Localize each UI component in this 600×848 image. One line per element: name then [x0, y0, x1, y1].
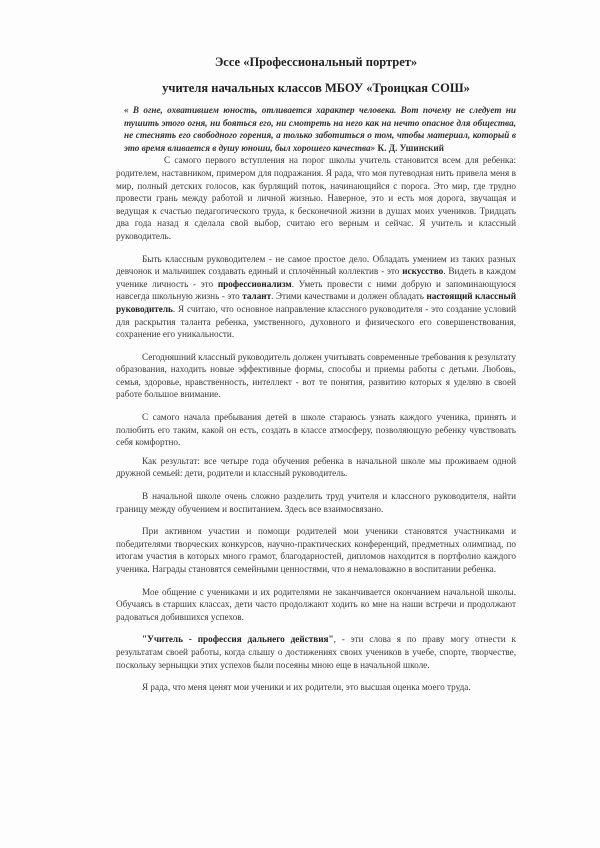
paragraph-intro: С самого первого вступления на порог школы учитель становится всем для ребенка: родителем, наставником, примером для подражания. Я рада, что моя путеводная нить привела меня в мир, полный детских голосов, как бурлящий поток, начинающийся с порога. Это мир, где трудно провести грань между работой и личной жизнью. Наверное, это и есть моя дорога, звучащая и ведущая к счастью педагогического труда, к бесконечной жизни в душах моих учеников. Тридцать два года назад я сделала свой выбор, считаю его верным и сейчас. Я учитель и классный руководитель. — [116, 155, 516, 241]
essay-title: Эссе «Профессиональный портрет» — [214, 55, 418, 69]
quote-profession: "Учитель - профессия дальнего действия" — [142, 634, 334, 645]
paragraph-know-each-student: С самого начала пребывания детей в школе стараюсь узнать каждого ученика, принять и полюбить его таким, какой он есть, создать в классе атмосферу, позволяющую ребенку чувствовать себя комфортно. — [116, 412, 516, 448]
keyword-real-teacher: настоящий классный руководитель — [116, 291, 516, 314]
p2-text-g: . Этими качествами и должен обладать — [271, 291, 427, 302]
keyword-art: искусство — [402, 266, 444, 277]
paragraph-conclusion: Я рада, что меня ценят мои ученики и их родители, это высшая оценка моего труда. — [142, 682, 471, 693]
p9-text-b: , - эти слова я по праву могу отнести к результатам своей работы, когда слышу о достижениях своих учеников в учебе, спорте, творчестве, поскольку зерныщки этих успехов были посеяны мною еще в начальной школе. — [116, 634, 517, 670]
paragraph-result-family: Как результат: все четыре года обучения ребенка в начальной школе мы проживаем одной дружной семьей: дети, родители и классный руководитель. — [116, 455, 516, 479]
keyword-professionalism: профессионализм — [217, 278, 292, 289]
epigraph-text: « В огне, охватившем юность, отливается характер человека. Вот почему не следует ни тушить этого огня, ни бояться его, ни смотреть на него как на нечто опасное для общества, не стеснять его свободного горения, а только заботиться о том, чтобы материал, который в это время вливается в душу юноши, был хорошего качества» — [124, 105, 516, 153]
paragraph-achievements: При активном участии и помощи родителей мои ученики становятся участниками и победителями творческих конкурсов, научно-практических конференций, предметных олимпиад, по итогам участия в которых много грамот, благодарностей, дипломов находится в портфолио каждого ученика. Награды становятся семейными ценностями, что я немаловажно в воспитании ребенка. — [116, 526, 516, 574]
p2-text-c: . Видеть в каждом ученике личность - это — [116, 266, 516, 289]
paragraph-long-action — [116, 633, 516, 671]
paragraph-class-teacher — [116, 253, 516, 341]
paragraph-modern-requirements: Сегодняшний классный руководитель должен учитывать современные требования к результату образования, находить новые эффективные формы, способы и приемы работы с детьми. Любовь, семья, здоровье, нравственность, интеллект - вот те понятия, развитию которых я уделяю в своей работе большое внимание. — [116, 351, 516, 400]
p2-text-i: . Я считаю, что основное направление классного руководителя - это создание условий для раскрытия таланта ребенка, умственного, духовного и физического его совершенствования, сохранение его уникальности. — [116, 303, 516, 340]
epigraph — [124, 104, 516, 154]
epigraph-author: К. Д. Ушинский — [377, 142, 444, 153]
essay-subtitle: учителя начальных классов МБОУ «Троицкая СОШ» — [162, 81, 470, 95]
keyword-talent: талант — [242, 291, 272, 302]
p2-text-e: . Уметь провести с ними добрую и запоминающуюся навсегда школьную жизнь - это — [116, 278, 516, 302]
p2-text-a: Быть классным руководителем - не самое простое дело. Обладать умением из таких разных девчонок и мальчишек создавать единый и сплочённый коллектив - это — [116, 253, 516, 277]
paragraph-primary-school: В начальной школе очень сложно разделить труд учителя и классного руководителя, найти границу между обучением и воспитанием. Здесь все взаимосвязано. — [116, 491, 516, 514]
paragraph-communication: Мое общение с учениками и их родителями не заканчивается окончанием начальной школы. Обучаясь в старших классах, дети часто продолжают ходить ко мне на наши встречи и продолжают радоваться добившихся успехов. — [116, 586, 516, 622]
